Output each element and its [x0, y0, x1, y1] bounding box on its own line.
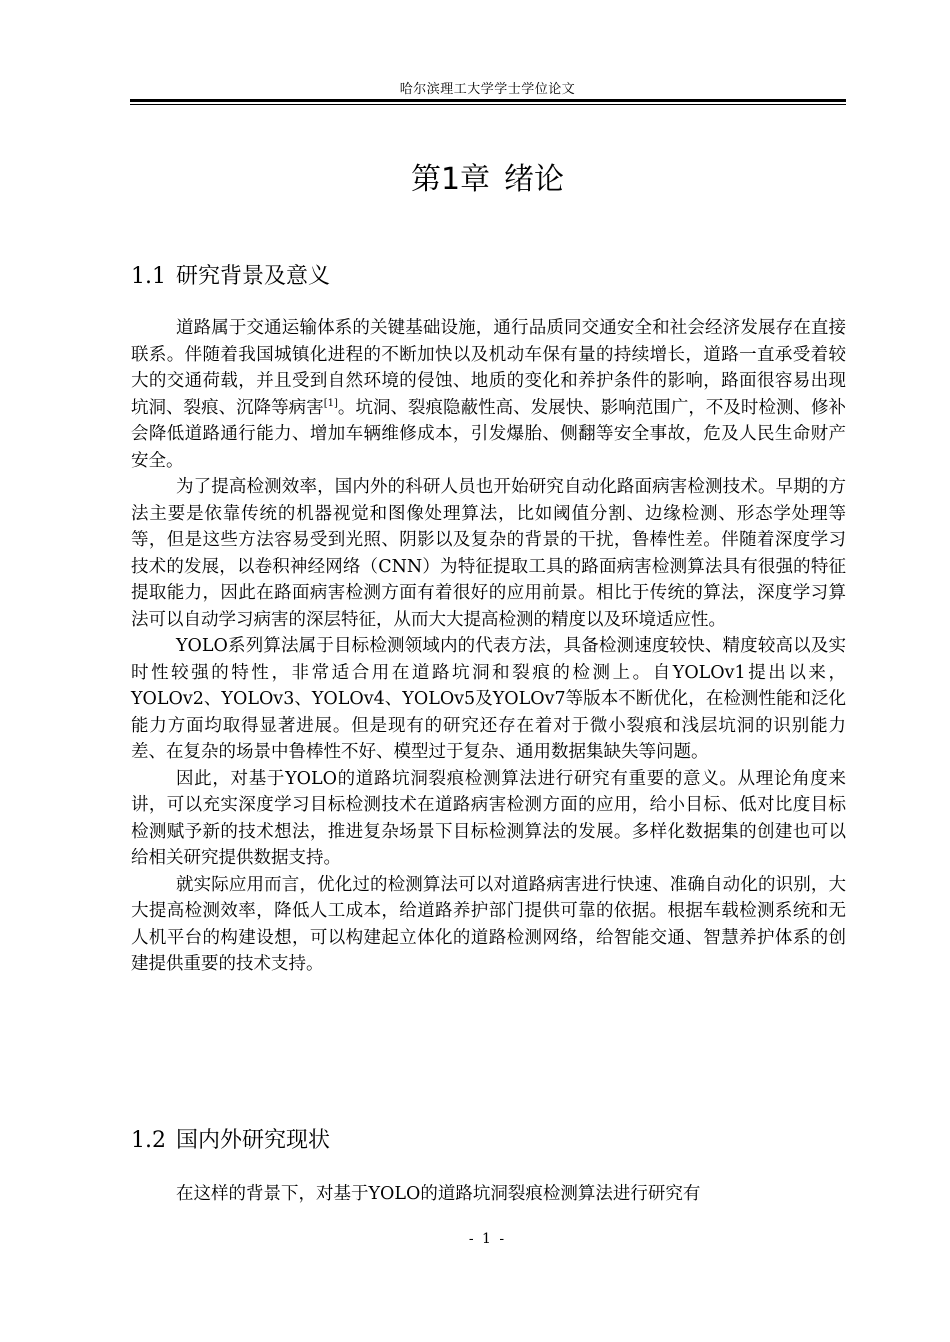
- paragraph-text: 。坑洞、裂痕隐蔽性高、发展快、影响范围广，不及时检测、修补会降低道路通行能力、增加车辆维修成本，引发爆胎、侧翻等安全事故，危及人民生命财产安全。: [131, 397, 847, 471]
- page-number: - 1 -: [468, 1231, 507, 1247]
- running-header: 哈尔滨理工大学学士学位论文: [399, 82, 576, 97]
- section-1-1-body: [131, 315, 846, 978]
- section-heading-1-1: [131, 259, 330, 290]
- chapter-number: 第1章: [410, 162, 491, 197]
- chapter-title: [0, 154, 950, 198]
- section-1-2-body: [131, 1181, 846, 1208]
- paragraph-text: 道路属于交通运输体系的关键基础设施，通行品质同交通安全和社会经济发展存在直接联系。伴随着我国城镇化进程的不断加快以及机动车保有量的持续增长，道路一直承受着较大的交通荷载，并且受到自然环境的侵蚀、地质的变化和养护条件的影响，路面很容易出现坑洞、裂痕、沉降等病害: [131, 318, 846, 418]
- paragraph: 为了提高检测效率，国内外的科研人员也开始研究自动化路面病害检测技术。早期的方法主要是依靠传统的机器视觉和图像处理算法，比如阈值分割、边缘检测、形态学处理等等，但是这些方法容易受到光照、阴影以及复杂的背景的干扰，鲁棒性差。伴随着深度学习技术的发展，以卷积神经网络（CNN）为特征提取工具的路面病害检测算法具有很强的特征提取能力，因此在路面病害检测方面有着很好的应用前景。相比于传统的算法，深度学习算法可以自动学习病害的深层特征，从而大大提高检测的精度以及环境适应性。: [131, 477, 846, 630]
- paragraph: [131, 315, 846, 474]
- section-number: 1.2: [131, 1128, 166, 1153]
- paragraph: 在这样的背景下，对基于YOLO的道路坑洞裂痕检测算法进行研究有: [176, 1184, 701, 1204]
- section-number: 1.1: [131, 264, 166, 289]
- paragraph: 就实际应用而言，优化过的检测算法可以对道路病害进行快速、准确自动化的识别，大大提高检测效率，降低人工成本，给道路养护部门提供可靠的依据。根据车载检测系统和无人机平台的构建设想，可以构建起立体化的道路检测网络，给智能交通、智慧养护体系的创建提供重要的技术支持。: [131, 874, 846, 974]
- section-title: 研究背景及意义: [176, 264, 331, 289]
- citation-reference: [1]: [323, 397, 338, 409]
- section-heading-1-2: [131, 1123, 330, 1154]
- chapter-name: 绪论: [504, 162, 565, 197]
- header-rule-thin: [130, 104, 846, 105]
- paragraph: 因此，对基于YOLO的道路坑洞裂痕检测算法进行研究有重要的意义。从理论角度来讲，可以充实深度学习目标检测技术在道路病害检测方面的应用，给小目标、低对比度目标检测赋予新的技术想法，推进复杂场景下目标检测算法的发展。多样化数据集的创建也可以给相关研究提供数据支持。: [131, 768, 846, 868]
- header-rule-thick: [130, 99, 846, 102]
- section-title: 国内外研究现状: [176, 1128, 331, 1153]
- paragraph: YOLO系列算法属于目标检测领域内的代表方法，具备检测速度较快、精度较高以及实时性较强的特性，非常适合用在道路坑洞和裂痕的检测上。自YOLOv1提出以来，YOLOv2、YOLOv3、YOLOv4、YOLOv5及YOLOv7等版本不断优化，在检测性能和泛化能力方面均取得显著进展。但是现有的研究还存在着对于微小裂痕和浅层坑洞的识别能力差、在复杂的场景中鲁棒性不好、模型过于复杂、通用数据集缺失等问题。: [131, 636, 846, 762]
